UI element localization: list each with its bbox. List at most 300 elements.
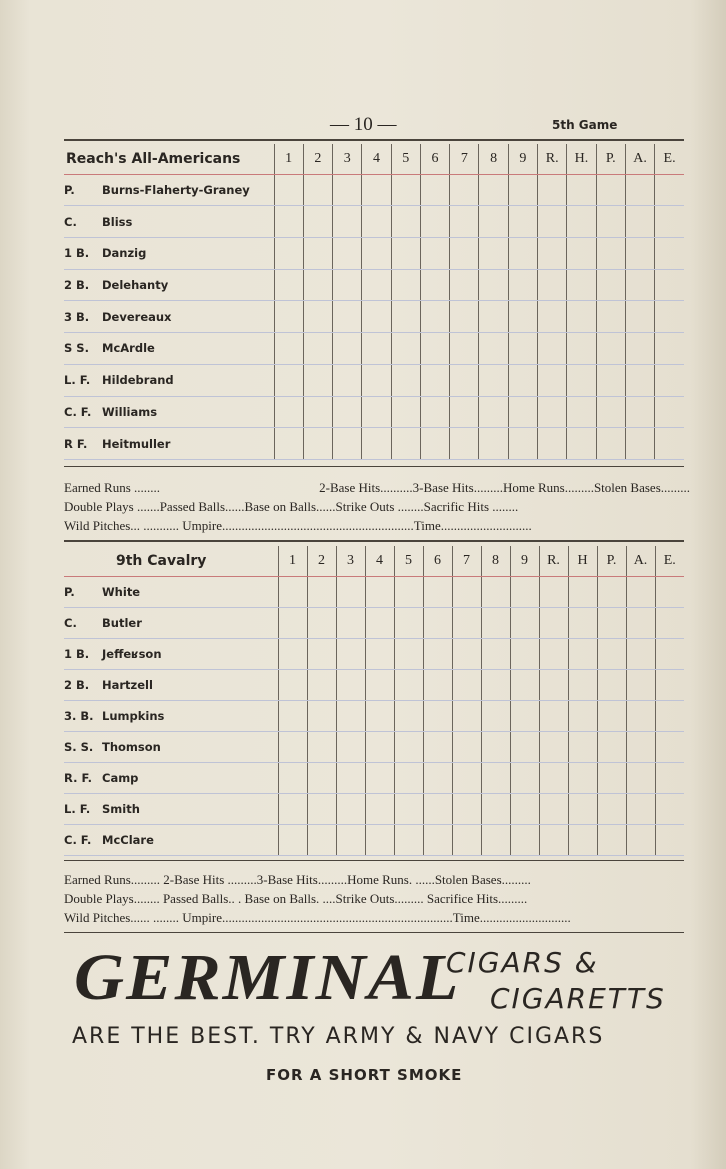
score-cell	[508, 237, 537, 269]
player-row	[64, 364, 684, 396]
team2-stats-line-1	[64, 870, 690, 889]
player-row	[64, 762, 684, 793]
col-inning-5: 5	[394, 546, 423, 576]
score-cell	[336, 638, 365, 669]
score-cell	[479, 269, 508, 301]
score-cell	[303, 206, 332, 238]
score-cell	[626, 793, 655, 824]
score-cell	[567, 333, 596, 365]
score-cell	[655, 206, 684, 238]
germinal-brand: GERMINAL	[74, 941, 461, 1014]
col-putouts: P.	[597, 546, 626, 576]
team2-scorecard	[64, 546, 684, 856]
score-cell	[508, 364, 537, 396]
score-cell	[423, 700, 452, 731]
player-position: R F.	[64, 436, 88, 451]
score-cell	[625, 237, 654, 269]
score-cell	[303, 174, 332, 206]
col-assists: A.	[626, 546, 655, 576]
score-cell	[278, 700, 307, 731]
score-cell	[538, 206, 567, 238]
top-rule	[64, 139, 684, 141]
score-cell	[303, 396, 332, 428]
player-position: 3. B.	[64, 708, 94, 723]
score-cell	[394, 824, 423, 855]
player-position: 2 B.	[64, 677, 90, 692]
player-row	[64, 396, 684, 428]
score-cell	[538, 301, 567, 333]
player-name: Devereaux	[102, 309, 172, 324]
col-assists: A.	[625, 144, 654, 174]
score-cell	[481, 607, 510, 638]
score-cell	[510, 638, 539, 669]
player-name: Lumpkins	[102, 708, 165, 723]
score-cell	[481, 731, 510, 762]
score-cell	[365, 607, 394, 638]
col-inning-8: 8	[479, 144, 508, 174]
score-cell	[391, 206, 420, 238]
col-inning-3: 3	[336, 546, 365, 576]
stats-text: Wild Pitches... ........... Umpire...........................................................Time............................	[64, 518, 532, 533]
score-cell	[450, 396, 479, 428]
score-cell	[336, 824, 365, 855]
score-cell	[597, 762, 626, 793]
score-cell	[655, 607, 684, 638]
player-name: Smith	[102, 801, 140, 816]
score-cell	[567, 206, 596, 238]
score-cell	[655, 333, 684, 365]
score-cell	[479, 428, 508, 460]
score-cell	[365, 731, 394, 762]
team1-bottom-rule	[64, 466, 684, 467]
score-cell	[481, 638, 510, 669]
score-cell	[596, 301, 625, 333]
score-cell	[274, 237, 303, 269]
score-cell	[391, 174, 420, 206]
player-cell	[64, 428, 274, 460]
score-cell	[539, 731, 568, 762]
score-cell	[307, 607, 336, 638]
score-cell	[333, 301, 362, 333]
score-cell	[567, 174, 596, 206]
team1-name: Reach's All-Americans	[64, 144, 274, 174]
score-cell	[333, 333, 362, 365]
col-errors: E.	[655, 546, 684, 576]
stats-text: Earned Runs......... 2-Base Hits .........3-Base Hits.........Home Runs. ......Stolen Bases.........	[64, 872, 531, 887]
score-cell	[538, 364, 567, 396]
score-cell	[452, 669, 481, 700]
score-cell	[278, 731, 307, 762]
score-cell	[655, 301, 684, 333]
score-cell	[508, 174, 537, 206]
score-cell	[510, 793, 539, 824]
score-cell	[278, 669, 307, 700]
score-cell	[568, 731, 597, 762]
score-cell	[307, 762, 336, 793]
player-cell	[64, 301, 274, 333]
player-name: Williams	[102, 404, 158, 419]
score-cell	[538, 428, 567, 460]
score-cell	[307, 824, 336, 855]
score-cell	[655, 731, 684, 762]
score-cell	[278, 793, 307, 824]
team1-rows	[64, 174, 684, 460]
score-cell	[420, 174, 449, 206]
score-cell	[568, 700, 597, 731]
player-position: C.	[64, 615, 77, 630]
col-runs: R.	[538, 144, 567, 174]
score-cell	[479, 237, 508, 269]
score-cell	[655, 700, 684, 731]
player-cell	[64, 576, 278, 607]
score-cell	[450, 364, 479, 396]
score-cell	[362, 269, 391, 301]
score-cell	[626, 824, 655, 855]
score-cell	[567, 269, 596, 301]
player-name: Thomson	[102, 739, 161, 754]
col-inning-1: 1	[274, 144, 303, 174]
score-cell	[510, 669, 539, 700]
ad-cigaretts-text: CIGARETTS	[490, 982, 666, 1015]
player-position: S S.	[64, 341, 89, 356]
player-name: McArdle	[102, 341, 155, 356]
score-cell	[365, 793, 394, 824]
score-cell	[394, 762, 423, 793]
score-cell	[307, 669, 336, 700]
score-cell	[625, 333, 654, 365]
score-cell	[336, 607, 365, 638]
player-position: C. F.	[64, 832, 92, 847]
score-cell	[539, 793, 568, 824]
score-cell	[508, 269, 537, 301]
team1-stats-line-3	[64, 516, 690, 535]
team1-scorecard	[64, 144, 684, 460]
score-cell	[303, 333, 332, 365]
score-cell	[479, 396, 508, 428]
score-cell	[597, 700, 626, 731]
score-cell	[567, 237, 596, 269]
score-cell	[625, 206, 654, 238]
score-cell	[596, 206, 625, 238]
score-cell	[539, 638, 568, 669]
score-cell	[365, 700, 394, 731]
player-row	[64, 237, 684, 269]
score-cell	[568, 824, 597, 855]
score-cell	[508, 333, 537, 365]
score-cell	[655, 396, 684, 428]
score-cell	[596, 396, 625, 428]
divider-rule	[64, 540, 684, 542]
score-cell	[420, 396, 449, 428]
score-cell	[626, 607, 655, 638]
score-cell	[274, 174, 303, 206]
score-cell	[655, 364, 684, 396]
score-cell	[568, 638, 597, 669]
score-cell	[423, 669, 452, 700]
score-cell	[597, 576, 626, 607]
score-cell	[391, 364, 420, 396]
score-cell	[336, 731, 365, 762]
player-cell	[64, 762, 278, 793]
score-cell	[539, 669, 568, 700]
score-cell	[479, 364, 508, 396]
player-name: White	[102, 584, 141, 599]
score-cell	[333, 237, 362, 269]
score-cell	[596, 269, 625, 301]
player-position: 1 B.	[64, 646, 90, 661]
player-name: Danzig	[102, 246, 147, 261]
score-cell	[303, 364, 332, 396]
col-inning-3: 3	[333, 144, 362, 174]
score-cell	[510, 607, 539, 638]
score-cell	[278, 607, 307, 638]
score-cell	[626, 638, 655, 669]
score-cell	[568, 669, 597, 700]
score-cell	[450, 428, 479, 460]
score-cell	[423, 762, 452, 793]
player-name: McClare	[102, 832, 154, 847]
score-cell	[365, 638, 394, 669]
score-cell	[510, 576, 539, 607]
col-hits: H	[568, 546, 597, 576]
player-row	[64, 607, 684, 638]
score-cell	[625, 301, 654, 333]
player-row	[64, 700, 684, 731]
col-inning-9: 9	[508, 144, 537, 174]
team2-header-row	[64, 546, 684, 576]
score-cell	[655, 824, 684, 855]
score-cell	[333, 428, 362, 460]
player-position: 1 B.	[64, 246, 90, 261]
col-inning-2: 2	[303, 144, 332, 174]
score-cell	[303, 301, 332, 333]
col-inning-7: 7	[450, 144, 479, 174]
score-cell	[508, 428, 537, 460]
player-cell	[64, 269, 274, 301]
col-inning-2: 2	[307, 546, 336, 576]
player-name: Bliss	[102, 214, 133, 229]
score-cell	[362, 174, 391, 206]
score-cell	[450, 206, 479, 238]
score-cell	[333, 269, 362, 301]
stats-text: Wild Pitches...... ........ Umpire.......................................................................Time............................	[64, 910, 571, 925]
score-cell	[625, 364, 654, 396]
score-cell	[423, 731, 452, 762]
score-cell	[597, 731, 626, 762]
player-row	[64, 731, 684, 762]
score-cell	[481, 669, 510, 700]
score-cell	[625, 269, 654, 301]
player-name: Burns-Flaherty-Graney	[102, 182, 250, 197]
score-cell	[625, 428, 654, 460]
score-cell	[391, 269, 420, 301]
score-cell	[452, 731, 481, 762]
score-cell	[450, 333, 479, 365]
score-cell	[420, 333, 449, 365]
score-cell	[567, 364, 596, 396]
score-cell	[481, 793, 510, 824]
score-cell	[596, 333, 625, 365]
score-cell	[655, 762, 684, 793]
score-cell	[626, 669, 655, 700]
score-cell	[481, 824, 510, 855]
score-cell	[394, 607, 423, 638]
col-inning-6: 6	[420, 144, 449, 174]
ad-cigars-text: CIGARS &	[446, 946, 599, 979]
player-position: L. F.	[64, 373, 91, 388]
score-cell	[303, 428, 332, 460]
score-cell	[479, 174, 508, 206]
col-inning-4: 4	[365, 546, 394, 576]
score-cell	[307, 731, 336, 762]
col-inning-4: 4	[362, 144, 391, 174]
score-cell	[625, 396, 654, 428]
score-cell	[278, 762, 307, 793]
team1-stats-line-2	[64, 497, 690, 516]
score-cell	[450, 301, 479, 333]
score-cell	[510, 824, 539, 855]
score-cell	[568, 793, 597, 824]
score-cell	[420, 269, 449, 301]
score-cell	[336, 762, 365, 793]
player-row	[64, 206, 684, 238]
score-cell	[336, 576, 365, 607]
score-cell	[420, 428, 449, 460]
score-cell	[394, 700, 423, 731]
ad-tagline: ARE THE BEST. TRY ARMY & NAVY CIGARS	[72, 1024, 605, 1049]
score-cell	[596, 364, 625, 396]
player-cell	[64, 206, 274, 238]
player-position: R. F.	[64, 770, 92, 785]
player-cell	[64, 793, 278, 824]
score-cell	[420, 206, 449, 238]
score-cell	[450, 237, 479, 269]
score-cell	[333, 396, 362, 428]
player-row	[64, 638, 684, 669]
score-cell	[597, 638, 626, 669]
player-position: C.	[64, 214, 77, 229]
player-position: P.	[64, 182, 75, 197]
stats-text: Double Plays........ Passed Balls.. . Base on Balls. ....Strike Outs......... Sacrifice Hits.........	[64, 891, 528, 906]
score-cell	[391, 396, 420, 428]
score-cell	[274, 428, 303, 460]
score-cell	[655, 269, 684, 301]
player-row	[64, 269, 684, 301]
player-cell	[64, 396, 274, 428]
player-name: Hartzell	[102, 677, 153, 692]
score-cell	[655, 237, 684, 269]
player-row	[64, 301, 684, 333]
score-cell	[568, 762, 597, 793]
score-cell	[362, 301, 391, 333]
player-position: S. S.	[64, 739, 94, 754]
score-cell	[567, 396, 596, 428]
ad-subline: FOR A SHORT SMOKE	[266, 1066, 463, 1084]
score-cell	[655, 174, 684, 206]
score-cell	[655, 428, 684, 460]
col-inning-6: 6	[423, 546, 452, 576]
score-cell	[303, 237, 332, 269]
stats-text: 2-Base Hits..........3-Base Hits.........Home Runs.........Stolen Bases.........	[319, 480, 690, 495]
team2-name: 9th Cavalry	[64, 546, 278, 576]
score-cell	[539, 576, 568, 607]
score-cell	[274, 364, 303, 396]
score-cell	[394, 793, 423, 824]
score-cell	[274, 269, 303, 301]
score-cell	[336, 700, 365, 731]
score-cell	[423, 576, 452, 607]
score-cell	[538, 174, 567, 206]
player-cell	[64, 731, 278, 762]
score-cell	[362, 428, 391, 460]
player-cell	[64, 333, 274, 365]
score-cell	[626, 700, 655, 731]
score-cell	[479, 206, 508, 238]
score-cell	[307, 700, 336, 731]
player-row	[64, 824, 684, 855]
score-cell	[626, 731, 655, 762]
col-runs: R.	[539, 546, 568, 576]
score-cell	[278, 824, 307, 855]
score-cell	[365, 824, 394, 855]
col-inning-5: 5	[391, 144, 420, 174]
player-name: Hildebrand	[102, 373, 174, 388]
score-cell	[597, 607, 626, 638]
game-label: 5th Game	[552, 118, 618, 132]
player-row	[64, 576, 684, 607]
score-cell	[333, 206, 362, 238]
score-cell	[568, 576, 597, 607]
score-cell	[452, 576, 481, 607]
score-cell	[538, 333, 567, 365]
score-cell	[481, 700, 510, 731]
score-cell	[508, 301, 537, 333]
score-cell	[278, 576, 307, 607]
score-cell	[655, 576, 684, 607]
player-row	[64, 174, 684, 206]
team2-stats-line-2	[64, 889, 690, 908]
team2-stats	[64, 870, 690, 927]
col-inning-8: 8	[481, 546, 510, 576]
score-cell	[568, 607, 597, 638]
player-row	[64, 793, 684, 824]
player-name: Delehanty	[102, 278, 169, 293]
player-name: Camp	[102, 770, 139, 785]
col-hits: H.	[567, 144, 596, 174]
score-cell	[278, 638, 307, 669]
player-position: 2 B.	[64, 278, 90, 293]
score-cell	[420, 364, 449, 396]
score-cell	[362, 237, 391, 269]
score-cell	[597, 669, 626, 700]
score-cell	[596, 237, 625, 269]
player-row	[64, 428, 684, 460]
score-cell	[479, 333, 508, 365]
team1-header-row	[64, 144, 684, 174]
score-cell	[307, 638, 336, 669]
player-position: 3 B.	[64, 309, 90, 324]
col-inning-1: 1	[278, 546, 307, 576]
player-position: P.	[64, 584, 75, 599]
score-cell	[538, 237, 567, 269]
score-cell	[510, 762, 539, 793]
player-cell	[64, 669, 278, 700]
score-cell	[596, 428, 625, 460]
team2-stats-line-3	[64, 908, 690, 927]
score-cell	[452, 824, 481, 855]
score-cell	[626, 762, 655, 793]
score-cell	[420, 237, 449, 269]
